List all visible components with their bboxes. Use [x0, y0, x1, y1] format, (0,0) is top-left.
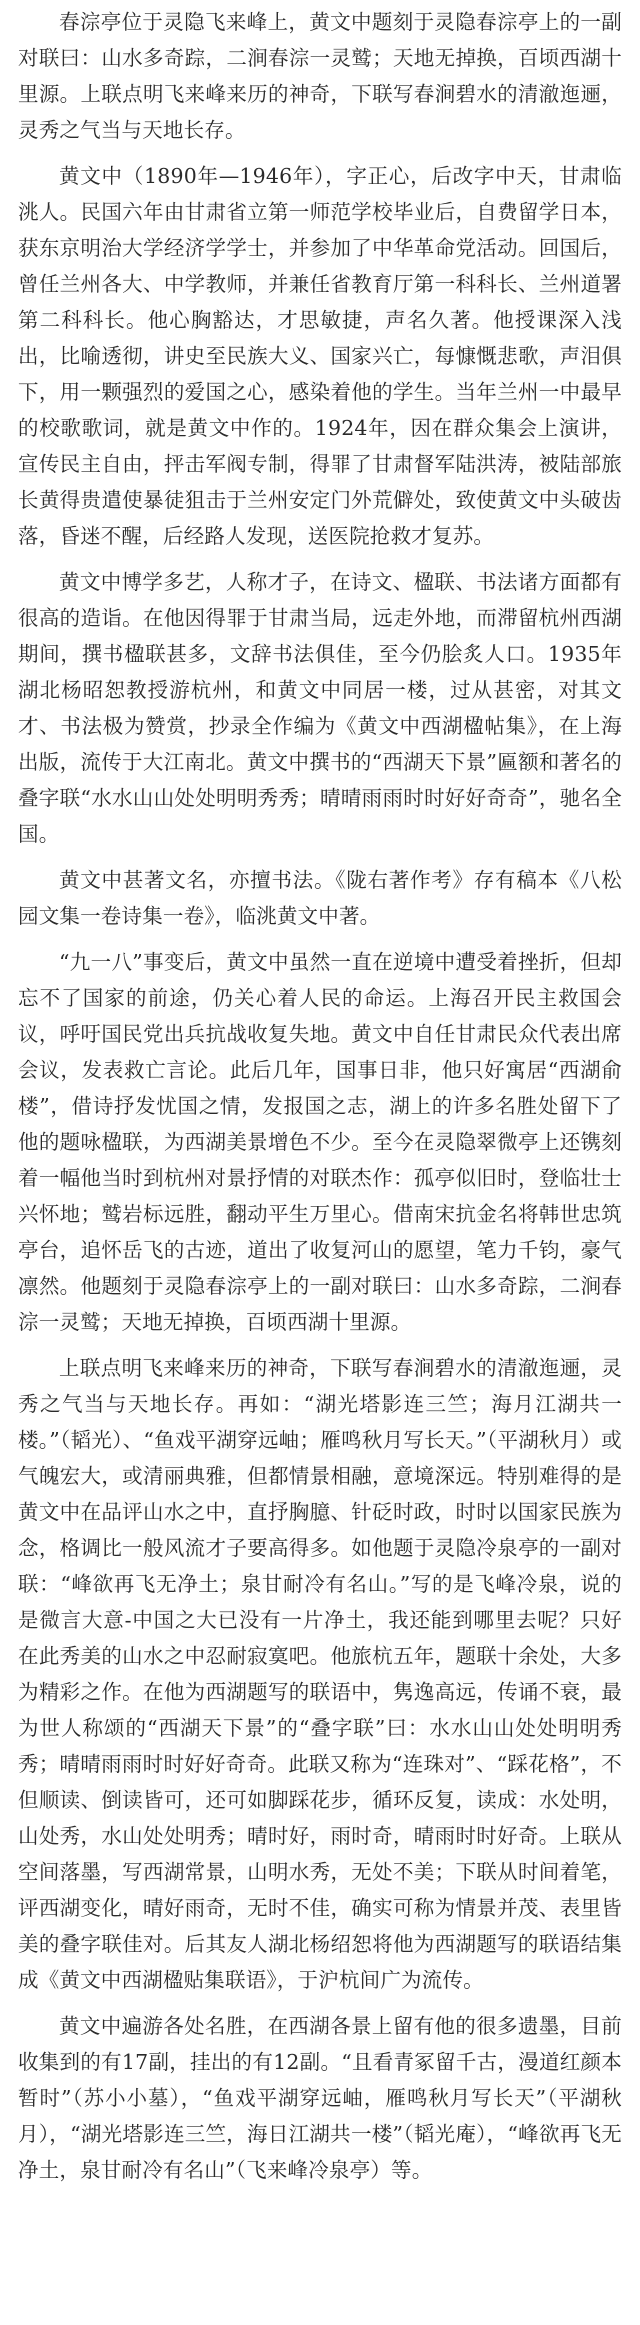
paragraph-couplet-analysis: 上联点明飞来峰来历的神奇，下联写春涧碧水的清澈迤逦，灵秀之气当与天地长存。再如：“湖光塔影连三竺；海月江湖共一楼。”（韬光）、“鱼戏平湖穿远岫；雁鸣秋月写长天。”（平湖秋月）或气魄宏大，或清丽典雅，但都情景相融，意境深远。特别难得的是黄文中在品评山水之中，直抒胸臆、针砭时政，时时以国家民族为念，格调比一般风流才子要高得多。如他题于灵隐冷泉亭的一副对联：“峰欲再飞无净土；泉甘耐冷有名山。”写的是飞峰冷泉，说的是微言大意-中国之大已没有一片净土，我还能到哪里去呢？只好在此秀美的山水之中忍耐寂寞吧。他旅杭五年，题联十余处，大多为精彩之作。在他为西湖题写的联语中，隽逸高远，传诵不衰，最为世人称颂的“西湖天下景”的“叠字联”曰：水水山山处处明明秀秀；晴晴雨雨时时好好奇奇。此联又称为“连珠对”、“踩花格”，不但顺读、倒读皆可，还可如脚踩花步，循环反复，读成：水处明，山处秀，水山处处明秀；晴时好，雨时奇，晴雨时时好奇。上联从空间落墨，写西湖常景，山明水秀，无处不美；下联从时间着笔，评西湖变化，晴好雨奇，无时不佳，确实可称为情景并茂、表里皆美的叠字联佳对。后其友人湖北杨绍恕将他为西湖题写的联语结集成《黄文中西湖楹贴集联语》，于沪杭间广为流传。 — [18, 1356, 622, 1992]
paragraph-west-lake-remains: 黄文中遍游各处名胜，在西湖各景上留有他的很多遗墨，目前收集到的有17副，挂出的有12副。“且看青冢留千古，漫道红颜本暂时”（苏小小墓），“鱼戏平湖穿远岫，雁鸣秋月写长天”（平湖秋月），“湖光塔影连三竺，海日江湖共一楼”（韬光庵），“峰欲再飞无净土，泉甘耐冷有名山”（飞来峰冷泉亭）等。 — [18, 2014, 622, 2182]
paragraph-biography: 黄文中（1890年—1946年），字正心，后改字中天，甘肃临洮人。民国六年由甘肃省立第一师范学校毕业后，自费留学日本，获东京明治大学经济学学士，并参加了中华革命党活动。回国后，曾任兰州各大、中学教师，并兼任省教育厅第一科科长、兰州道署第二科科长。他心胸豁达，才思敏捷，声名久著。他授课深入浅出，比喻透彻，讲史至民族大义、国家兴亡，每慷慨悲歌，声泪俱下，用一颗强烈的爱国之心，感染着他的学生。当年兰州一中最早的校歌歌词，就是黄文中作的。1924年，因在群众集会上演讲，宣传民主自由，抨击军阀专制，得罪了甘肃督军陆洪涛，被陆部旅长黄得贵遣使暴徒狙击于兰州安定门外荒僻处，致使黄文中头破齿落，昏迷不醒，后经路人发现，送医院抢救才复苏。 — [18, 164, 622, 548]
paragraph-patriotism: “九一八”事变后，黄文中虽然一直在逆境中遭受着挫折，但却忘不了国家的前途，仍关心着人民的命运。上海召开民主救国会议，呼吁国民党出兵抗战收复失地。黄文中自任甘肃民众代表出席会议，发表救亡言论。此后几年，国事日非，他只好寓居“西湖俞楼”，借诗抒发忧国之情，发报国之志，湖上的许多名胜处留下了他的题咏楹联，为西湖美景增色不少。至今在灵隐翠微亭上还镌刻着一幅他当时到杭州对景抒情的对联杰作：孤亭似旧时，登临壮士兴怀地；鹫岩标远胜，翻动平生万里心。借南宋抗金名将韩世忠筑亭台，追怀岳飞的古迹，道出了收复河山的愿望，笔力千钧，豪气凛然。他题刻于灵隐春淙亭上的一副对联曰：山水多奇踪，二涧春淙一灵鹫；天地无掉换，百顷西湖十里源。 — [18, 950, 622, 1334]
paragraph-writings: 黄文中甚著文名，亦擅书法。《陇右著作考》存有稿本《八松园文集一卷诗集一卷》，临洮黄文中著。 — [18, 868, 622, 928]
paragraph-chunting-pavilion: 春淙亭位于灵隐飞来峰上，黄文中题刻于灵隐春淙亭上的一副对联曰：山水多奇踪，二涧春淙一灵鹫；天地无掉换，百顷西湖十里源。上联点明飞来峰来历的神奇，下联写春涧碧水的清澈迤逦，灵秀之气当与天地长存。 — [18, 10, 622, 142]
paragraph-couplets-calligraphy: 黄文中博学多艺，人称才子，在诗文、楹联、书法诸方面都有很高的造诣。在他因得罪于甘肃当局，远走外地，而滞留杭州西湖期间，撰书楹联甚多，文辞书法俱佳，至今仍脍炙人口。1935年湖北杨昭恕教授游杭州，和黄文中同居一楼，过从甚密，对其文才、书法极为赞赏，抄录全作编为《黄文中西湖楹帖集》，在上海出版，流传于大江南北。黄文中撰书的“西湖天下景”匾额和著名的叠字联“水水山山处处明明秀秀；晴晴雨雨时时好好奇奇”，驰名全国。 — [18, 570, 622, 846]
